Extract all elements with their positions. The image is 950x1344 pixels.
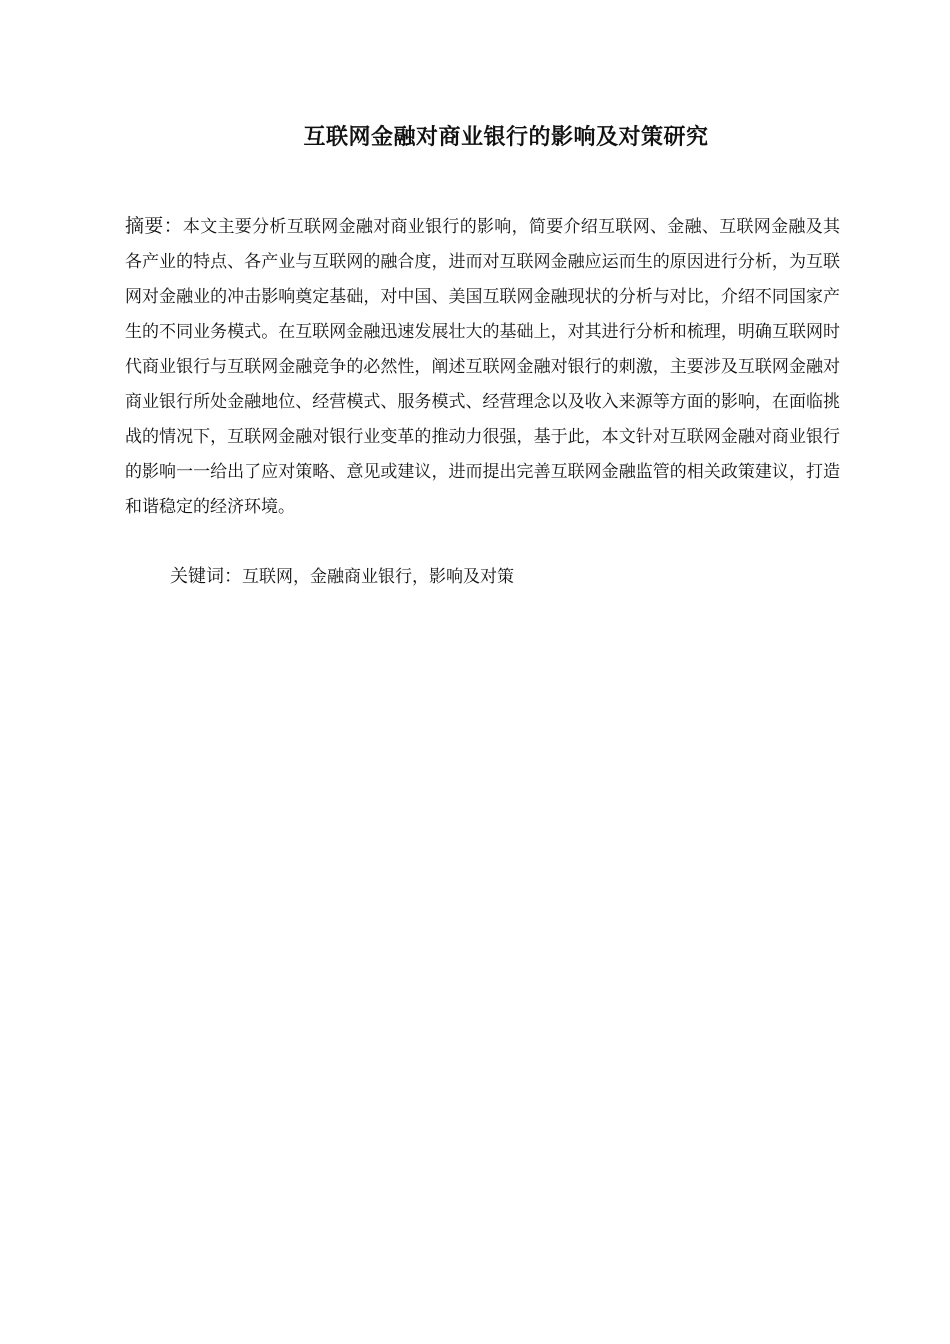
abstract-label: 摘要：	[125, 215, 183, 237]
keywords-label: 关键词：	[170, 566, 242, 587]
abstract-text: 本文主要分析互联网金融对商业银行的影响，简要介绍互联网、金融、互联网金融及其各产业的特点、各产业与互联网的融合度，进而对互联网金融应运而生的原因进行分析，为互联网对金融业的冲击影响奠定基础，对中国、美国互联网金融现状的分析与对比，介绍不同国家产生的不同业务模式。在互联网金融迅速发展壮大的基础上，对其进行分析和梳理，明确互联网时代商业银行与互联网金融竞争的必然性，阐述互联网金融对银行的刺激，主要涉及互联网金融对商业银行所处金融地位、经营模式、服务模式、经营理念以及收入来源等方面的影响，在面临挑战的情况下，互联网金融对银行业变革的推动力很强，基于此，本文针对互联网金融对商业银行的影响一一给出了应对策略、意见或建议，进而提出完善互联网金融监管的相关政策建议，打造和谐稳定的经济环境。	[125, 217, 840, 517]
abstract-paragraph	[125, 209, 840, 525]
keywords-text: 互联网，金融商业银行，影响及对策	[242, 567, 514, 587]
keywords-line	[170, 559, 514, 595]
document-title: 互联网金融对商业银行的影响及对策研究	[303, 125, 709, 150]
